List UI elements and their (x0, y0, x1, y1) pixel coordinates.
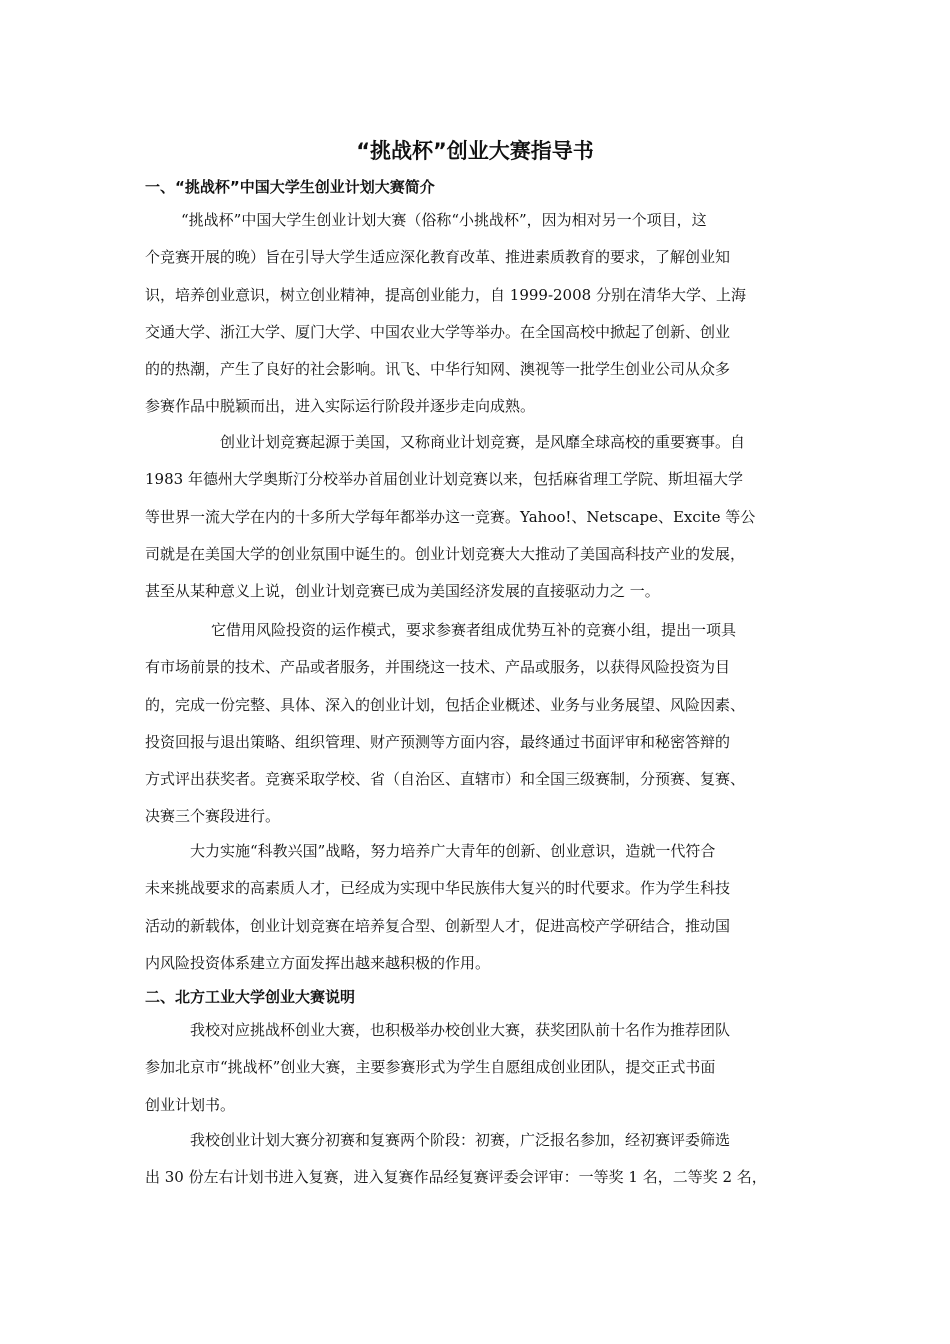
text-line: “挑战杯”中国大学生创业计划大赛（俗称“小挑战杯”，因为相对另一个项目，这 (181, 211, 707, 229)
text-line: 未来挑战要求的高素质人才，已经成为实现中华民族伟大复兴的时代要求。作为学生科技 (145, 879, 731, 898)
text-line: 参加北京市“挑战杯”创业大赛，主要参赛形式为学生自愿组成创业团队，提交正式书面 (145, 1058, 716, 1077)
text-line: 创业计划书。 (145, 1095, 236, 1114)
section-heading-intro: 一、“挑战杯”中国大学生创业计划大赛简介 (145, 178, 435, 196)
text-line: 创业计划竞赛起源于美国，又称商业计划竞赛，是风靡全球高校的重要赛事。自 (220, 433, 746, 451)
text-line: 个竞赛开展的晚）旨在引导大学生适应深化教育改革、推进素质教育的要求，了解创业知 (145, 248, 731, 267)
paragraph-intro-1 (145, 202, 809, 426)
text-line: 出 30 份左右计划书进入复赛，进入复赛作品经复赛评委会评审：一等奖 1 名，二等奖 2 名， (145, 1168, 767, 1187)
text-line: 投资回报与退出策略、组织管理、财产预测等方面内容，最终通过书面评审和秘密答辩的 (145, 732, 731, 751)
paragraph-intro-2 (145, 424, 809, 610)
text-line: 等世界一流大学在内的十多所大学每年都举办这一竞赛。Yahoo!、Netscape、Excite 等公 (145, 507, 756, 526)
text-line: 的，完成一份完整、具体、深入的创业计划，包括企业概述、业务与业务展望、风险因素、 (145, 695, 746, 714)
text-line: 它借用风险投资的运作模式，要求参赛者组成优势互补的竞赛小组，提出一项具 (211, 621, 737, 639)
text-line: 参赛作品中脱颖而出，进入实际运行阶段并逐步走向成熟。 (145, 397, 536, 416)
text-line: 我校创业计划大赛分初赛和复赛两个阶段：初赛，广泛报名参加，经初赛评委筛选 (190, 1131, 731, 1149)
paragraph-ncut-2 (145, 1122, 809, 1197)
text-line: 1983 年德州大学奥斯汀分校举办首届创业计划竞赛以来，包括麻省理工学院、斯坦福大学 (145, 470, 743, 489)
text-line: 司就是在美国大学的创业氛围中诞生的。创业计划竞赛大大推动了美国高科技产业的发展， (145, 544, 746, 563)
text-line: 大力实施“科教兴国”战略，努力培养广大青年的创新、创业意识，造就一代符合 (190, 842, 716, 860)
text-line: 决赛三个赛段进行。 (145, 807, 281, 826)
text-line: 方式评出获奖者。竞赛采取学校、省（自治区、直辖市）和全国三级赛制，分预赛、复赛、 (145, 770, 746, 789)
paragraph-intro-4 (145, 833, 809, 982)
text-line: 内风险投资体系建立方面发挥出越来越积极的作用。 (145, 953, 491, 972)
text-line: 的的热潮，产生了良好的社会影响。讯飞、中华行知网、澳视等一批学生创业公司从众多 (145, 360, 731, 379)
paragraph-ncut-1 (145, 1012, 809, 1124)
text-line: 交通大学、浙江大学、厦门大学、中国农业大学等举办。在全国高校中掀起了创新、创业 (145, 322, 731, 341)
text-line: 我校对应挑战杯创业大赛，也积极举办校创业大赛，获奖团队前十名作为推荐团队 (190, 1021, 731, 1039)
section-heading-ncut: 二、北方工业大学创业大赛说明 (145, 988, 356, 1006)
paragraph-intro-3 (145, 612, 809, 836)
text-line: 甚至从某种意义上说，创业计划竞赛已成为美国经济发展的直接驱动力之 一。 (145, 582, 660, 601)
text-line: 活动的新载体，创业计划竞赛在培养复合型、创新型人才，促进高校产学研结合，推动国 (145, 916, 731, 935)
text-line: 有市场前景的技术、产品或者服务，并围绕这一技术、产品或服务，以获得风险投资为目 (145, 658, 731, 677)
text-line: 识，培养创业意识，树立创业精神，提高创业能力，自 1999-2008 分别在清华大学、上海 (145, 285, 746, 304)
document-title: “挑战杯”创业大赛指导书 (356, 139, 594, 163)
